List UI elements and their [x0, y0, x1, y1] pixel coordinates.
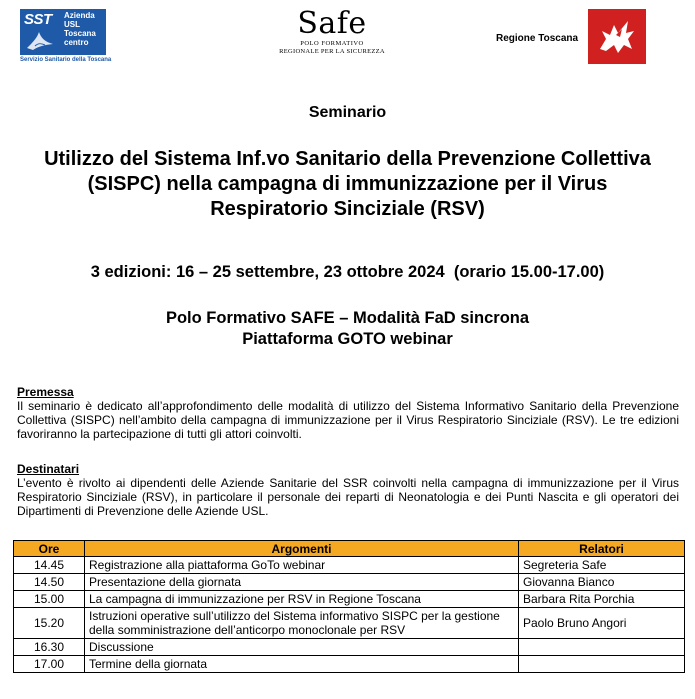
cell-argomento: Termine della giornata — [85, 656, 519, 673]
asl-sst-mark: SST — [24, 11, 52, 28]
pegasus-emblem — [588, 9, 646, 64]
destinatari-section — [17, 462, 679, 518]
cell-relatore: Paolo Bruno Angori — [519, 608, 685, 639]
safe-wordmark: Safe — [297, 6, 367, 41]
cell-ore: 14.50 — [14, 574, 85, 591]
program-table — [13, 540, 685, 673]
premessa-section — [17, 385, 679, 441]
cell-ore: 15.00 — [14, 591, 85, 608]
destinatari-title: Destinatari — [17, 462, 80, 476]
logo-regione-toscana — [492, 9, 652, 64]
modality-line-2: Piattaforma GOTO webinar — [242, 330, 453, 348]
cell-argomento: Registrazione alla piattaforma GoTo webinar — [85, 557, 519, 574]
asl-footer-text: Servizio Sanitario della Toscana — [20, 57, 112, 63]
cell-ore: 15.20 — [14, 608, 85, 639]
bird-icon — [25, 28, 55, 52]
regione-toscana-text: Regione Toscana — [496, 33, 579, 44]
cell-ore: 17.00 — [14, 656, 85, 673]
asl-name — [64, 11, 96, 47]
table-row — [14, 591, 685, 608]
table-row — [14, 557, 685, 574]
event-dates: 3 edizioni: 16 – 25 settembre, 23 ottobre 2024 (orario 15.00-17.00) — [90, 263, 605, 281]
cell-argomento: Discussione — [85, 639, 519, 656]
modality-line-1: Polo Formativo SAFE – Modalità FaD sincrona — [165, 309, 530, 327]
pegasus-icon — [588, 9, 646, 64]
table-row — [14, 656, 685, 673]
premessa-body: Il seminario è dedicato all’approfondimento delle modalità di utilizzo del Sistema Informativo Sanitario della Prevenzione Collettiva (SISPC) nell’ambito della campagna di immunizzazione per il Virus Respiratorio Sinciziale (RSV). Le tre edizioni favoriranno la partecipazione di tutti gli attori coinvolti. — [17, 399, 679, 441]
column-header-argomenti: Argomenti — [85, 541, 519, 557]
column-header-ore: Ore — [14, 541, 85, 557]
cell-relatore: Segreteria Safe — [519, 557, 685, 574]
destinatari-body: L’evento è rivolto ai dipendenti delle Aziende Sanitarie del SSR coinvolti nella campagna di immunizzazione per il Virus Respiratorio Sinciziale (RSV), in particolare il personale dei reparti di Neonatologia e dei Punti Nascita e gli operatori dei Dipartimenti di Prevenzione delle Aziende USL. — [17, 476, 679, 518]
page-title: Utilizzo del Sistema Inf.vo Sanitario della Prevenzione Collettiva (SISPC) nella campagna di immunizzazione per il Virus Respiratorio Sinciziale (RSV) — [44, 148, 651, 220]
cell-relatore: Barbara Rita Porchia — [519, 591, 685, 608]
cell-ore: 14.45 — [14, 557, 85, 574]
asl-line-3: Toscana — [64, 29, 96, 38]
cell-relatore — [519, 639, 685, 656]
column-header-relatori: Relatori — [519, 541, 685, 557]
safe-subtitle-1: POLO FORMATIVO — [300, 40, 364, 47]
cell-relatore: Giovanna Bianco — [519, 574, 685, 591]
event-type-heading: Seminario — [308, 104, 387, 121]
safe-subtitle-2: REGIONALE PER LA SICUREZZA — [279, 48, 385, 55]
table-row — [14, 574, 685, 591]
table-row — [14, 608, 685, 639]
cell-relatore — [519, 656, 685, 673]
table-header-row — [14, 541, 685, 557]
cell-argomento: Istruzioni operative sull’utilizzo del Sistema informativo SISPC per la gestione della somministrazione dell’anticorpo monoclonale per RSV — [85, 608, 519, 639]
asl-line-2: USL — [64, 20, 80, 29]
asl-line-1: Azienda — [64, 11, 95, 20]
cell-argomento: Presentazione della giornata — [85, 574, 519, 591]
premessa-title: Premessa — [17, 385, 74, 399]
cell-ore: 16.30 — [14, 639, 85, 656]
table-row — [14, 639, 685, 656]
event-modality — [0, 308, 695, 350]
cell-argomento: La campagna di immunizzazione per RSV in Regione Toscana — [85, 591, 519, 608]
asl-logo-box — [20, 9, 106, 55]
logo-asl-toscana-centro — [20, 9, 112, 64]
logo-safe — [272, 8, 392, 68]
asl-line-4: centro — [64, 38, 89, 47]
